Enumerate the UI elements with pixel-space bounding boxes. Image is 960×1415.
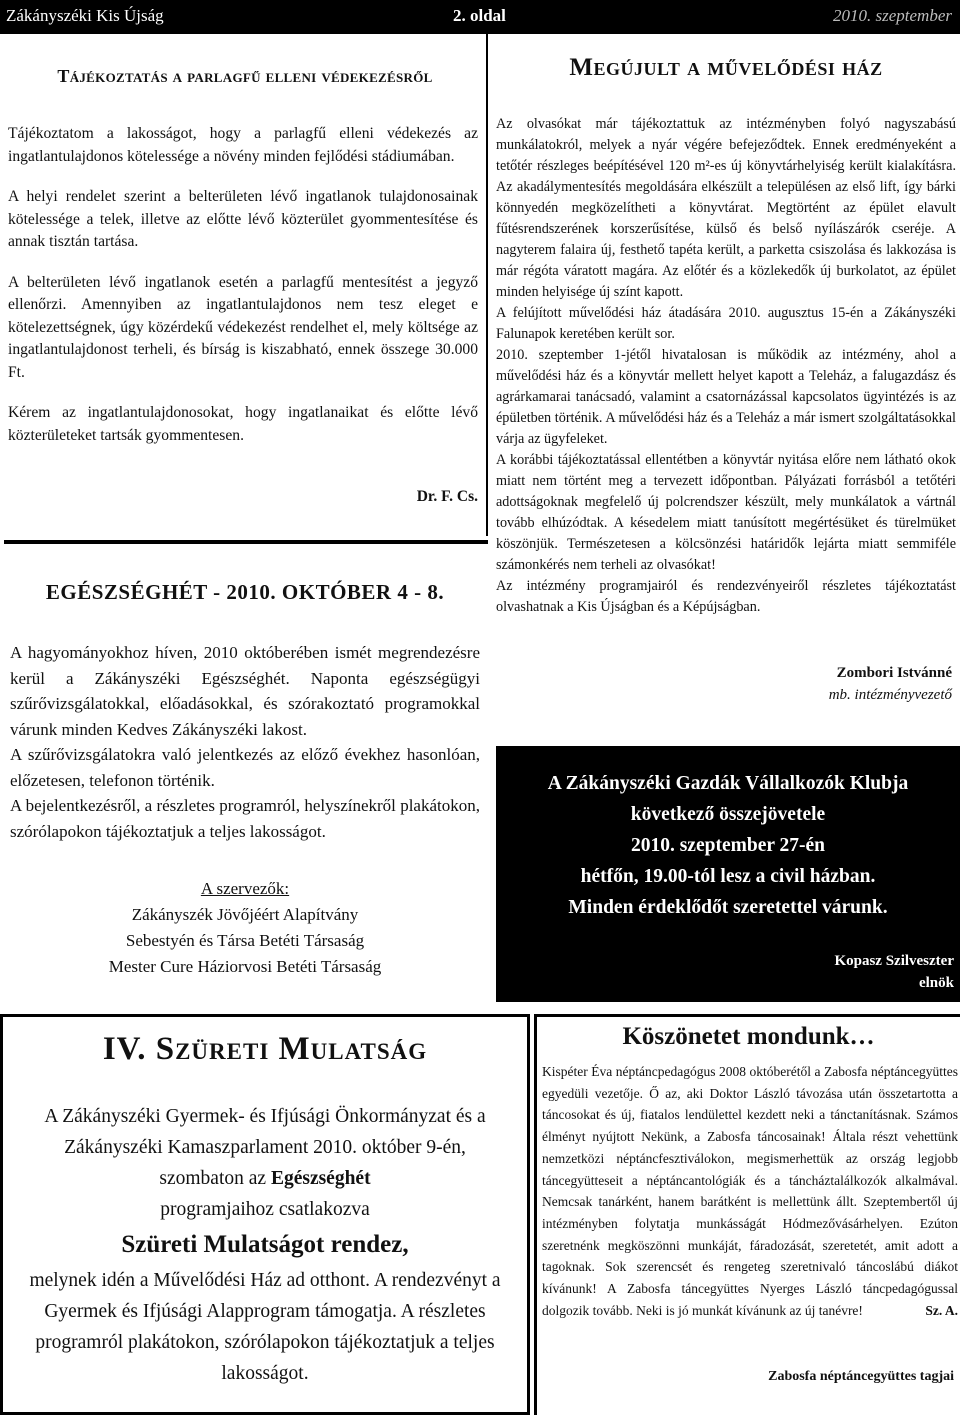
egeszseghet-paragraph: A hagyományokhoz híven, 2010 októberében ismét megrendezésre kerül a Zákányszéki Egészséghét. Naponta egészségügyi szűrővizsgálatokkal, előadásokkal, és szórakoztató programokkal várunk minden Kedves Zákányszéki lakost. bbox=[10, 643, 480, 739]
koszonet-box bbox=[534, 1014, 960, 1415]
egeszseghet-paragraph: A szűrővizsgálatokra való jelentkezés az előző évekhez hasonlóan, előzetesen, telefonon történik. bbox=[10, 745, 480, 790]
szureti-line-text: szombaton az bbox=[159, 1168, 271, 1189]
muvelodesi-haz-body bbox=[496, 114, 956, 618]
gazdak-klubja-text bbox=[496, 768, 960, 923]
organizers-heading: A szervezők: bbox=[200, 879, 290, 898]
szureti-title: IV. Szüreti Mulatság bbox=[102, 1031, 428, 1067]
egeszseghet-title: EGÉSZSÉGHÉT - 2010. OKTÓBER 4 - 8. bbox=[45, 580, 445, 604]
notice-line: következő összejövetele bbox=[630, 804, 826, 825]
szureti-body bbox=[13, 1101, 517, 1389]
parlag-paragraph: A helyi rendelet szerint a belterületen lévő ingatlanok tulajdonosainak kötelessége a telek, illetve az előtte lévő közterület gyommentesítése és annak tisztán tartása. bbox=[8, 188, 478, 250]
header-page-number: 2. oldal bbox=[453, 6, 506, 25]
header-publication: Zákányszéki Kis Újság bbox=[6, 6, 164, 25]
header-date: 2010. szeptember bbox=[833, 6, 952, 25]
parlag-paragraph: A belterületen lévő ingatlanok esetén a parlagfű mentesítést a jegyző ellenőrzi. Amennyiben az ingatlantulajdonos nem tesz eleget e kötelezettségnek, úgy közérdekű védekezést rendelhet el, mely költsége az ingatlantulajdonost terheli, és bírság is kiszabható, ennek összege 30.000 Ft. bbox=[8, 273, 478, 381]
szureti-line bbox=[13, 1163, 517, 1194]
section-divider bbox=[4, 540, 488, 544]
szureti-mulatsag-box bbox=[0, 1014, 530, 1415]
muvelodesi-signature bbox=[700, 662, 952, 706]
szureti-line: A Zákányszéki Gyermek- és Ifjúsági Önkormányzat és a Zákányszéki Kamaszparlament 2010. október 9-én, bbox=[44, 1106, 486, 1158]
signature-title: elnök bbox=[918, 975, 954, 991]
koszonet-title: Köszönetet mondunk… bbox=[622, 1023, 875, 1050]
koszonet-initials: Sz. A. bbox=[925, 1302, 958, 1318]
parlag-paragraph: Tájékoztatom a lakosságot, hogy a parlagfű elleni védekezés az ingatlantulajdonos kötelessége a növény minden fejlődési stádiumában. bbox=[8, 125, 478, 165]
notice-line: A Zákányszéki Gazdák Vállalkozók Klubja bbox=[547, 773, 909, 794]
muvelodesi-paragraph: A felújított művelődési ház átadására 2010. augusztus 15-én a Zákányszéki Falunapok keretében került sor. bbox=[496, 305, 956, 342]
column-divider bbox=[486, 34, 488, 536]
notice-line: 2010. szeptember 27-én bbox=[630, 835, 826, 856]
koszonet-text: Kispéter Éva néptáncpedagógus 2008 októberétől a Zabosfa néptáncegyüttes egyedüli vezetője. Ő az, aki Doktor László távozása után összetartotta a táncosokat és új, fiatalos lendülettel kezdett neki a tánctanításnak. Számos élményt nyújtott Nekünk, a Zabosfa táncosainak! Általa részt vehettünk nemzetközi néptáncfesztiválokon, megismerhettük az ország legjobb táncegyütteseit a néptáncantológiák és a táncháztalálkozók alkalmával. Nemcsak tanárként, hanem barátként is mellettünk állt. Szeptembertől új intézményben folytatja munkásságát Hódmezővásárhelyen. Ezúton szeretnénk megköszönni munkáját, fáradozását, szeretetét, amit adott a tagoknak. Sok szerencsét és rengeteg szeretnivaló táncoslábú diákot kívánunk! A Zabosfa táncegyüttes Nyerges László táncpedagógussal dolgozik tovább. Neki is jó munkát kívánunk az új tanévre! bbox=[542, 1064, 958, 1318]
szureti-line: melynek idén a Művelődési Ház ad otthont. A rendezvényt a Gyermek és Ifjúsági Alapprogram támogatja. A részletes programról plakátokon, szórólapokon tájékoztatjuk a teljes lakosságot. bbox=[29, 1270, 501, 1384]
organizer-item: Sebestyén és Társa Betéti Társaság bbox=[125, 931, 365, 950]
egeszseghet-paragraph: A bejelentkezésről, a részletes programról, helyszínekről plakátokon, szórólapokon tájékoztatjuk a teljes lakosságot. bbox=[10, 796, 480, 841]
page-header bbox=[0, 0, 960, 34]
organizers-block bbox=[10, 876, 480, 980]
muvelodesi-haz-title: Megújult a művelődési ház bbox=[569, 54, 883, 81]
notice-line: Minden érdeklődőt szeretettel várunk. bbox=[568, 897, 888, 918]
muvelodesi-paragraph: Az olvasókat már tájékoztattuk az intézményben folyó nagyszabású munkálatokról, melyek a nyár végére befejeződtek. Ennek eredményeként a tetőtér részleges beépítésével 120 m²-es új könyvtárhelyiség került kialakításra. Az akadálymentesítés megoldására elkészült a településen az első lift, így bárki könnyedén megközelítheti a könyvtárat. Megtörtént az épület elavult fűtésrendszerének korszerűsítése, külső és belső nyílászárók cseréje. A nagyterem falaira új, festhető tapéta került, a parketta csiszolása és lakkozása is már régóta váratott magára. Az előtér és a közlekedők új burkolatot, az épület minden helyisége új színt kapott. bbox=[496, 116, 956, 300]
muvelodesi-paragraph: 2010. szeptember 1-jétől hivatalosan is működik az intézmény, ahol a művelődési ház és a könyvtár mellett helyet kapott a Teleház, a falugazdász és agrárkamarai tanácsadó, valamint a csatornázással kapcsolatos ügyintézés is az épületben történik. A művelődési ház és a Teleház a már ismert szolgáltatásokkal várja az ügyfeleket. bbox=[496, 347, 956, 447]
notice-line: hétfőn, 19.00-tól lesz a civil házban. bbox=[580, 866, 876, 887]
muvelodesi-paragraph: A korábbi tájékoztatással ellentétben a könyvtár nyitása előre nem látható okok miatt nem történt meg a tervezett időpontban. Pályázati forrásból a tetőtéri adottságoknak megfelelő új polcrendszer készült, mely munkálatok a vártnál tovább elhúzódtak. A késedelem miatt tanúsított megértésüket és türelmüket köszönjük. Természetesen a kölcsönzési határidők lejárta miatt semmiféle számonkérés nem terheli az olvasókat! bbox=[496, 452, 956, 573]
szureti-headline: Szüreti Mulatságot rendez, bbox=[121, 1231, 409, 1258]
muvelodesi-paragraph: Az intézmény programjairól és rendezvényeiről részletes tájékoztatást olvashatnak a Kis Újságban és a Képújságban. bbox=[496, 578, 956, 615]
signature-name: Zombori Istvánné bbox=[836, 665, 952, 681]
gazdak-klubja-signature bbox=[834, 950, 954, 994]
signature-name: Kopasz Szilveszter bbox=[834, 953, 954, 969]
organizer-item: Mester Cure Háziorvosi Betéti Társaság bbox=[108, 957, 382, 976]
egeszseghet-emphasis: Egészséghét bbox=[270, 1168, 371, 1189]
parlag-title: Tájékoztatás a parlagfű elleni védekezésről bbox=[57, 66, 433, 86]
koszonet-body bbox=[542, 1061, 958, 1321]
gazdak-klubja-notice bbox=[496, 746, 960, 1002]
parlag-signature: Dr. F. Cs. bbox=[416, 488, 478, 505]
egeszseghet-body bbox=[10, 640, 480, 844]
koszonet-signature: Zabosfa néptáncegyüttes tagjai bbox=[768, 1369, 954, 1384]
szureti-line: programjaihoz csatlakozva bbox=[160, 1199, 370, 1220]
parlag-paragraph: Kérem az ingatlantulajdonosokat, hogy ingatlanaikat és előtte lévő közterületeket tartsák gyommentesen. bbox=[8, 404, 478, 444]
parlag-article-body bbox=[8, 123, 478, 447]
organizer-item: Zákányszék Jövőjéért Alapítvány bbox=[131, 905, 359, 924]
signature-title: mb. intézményvezető bbox=[828, 687, 952, 703]
